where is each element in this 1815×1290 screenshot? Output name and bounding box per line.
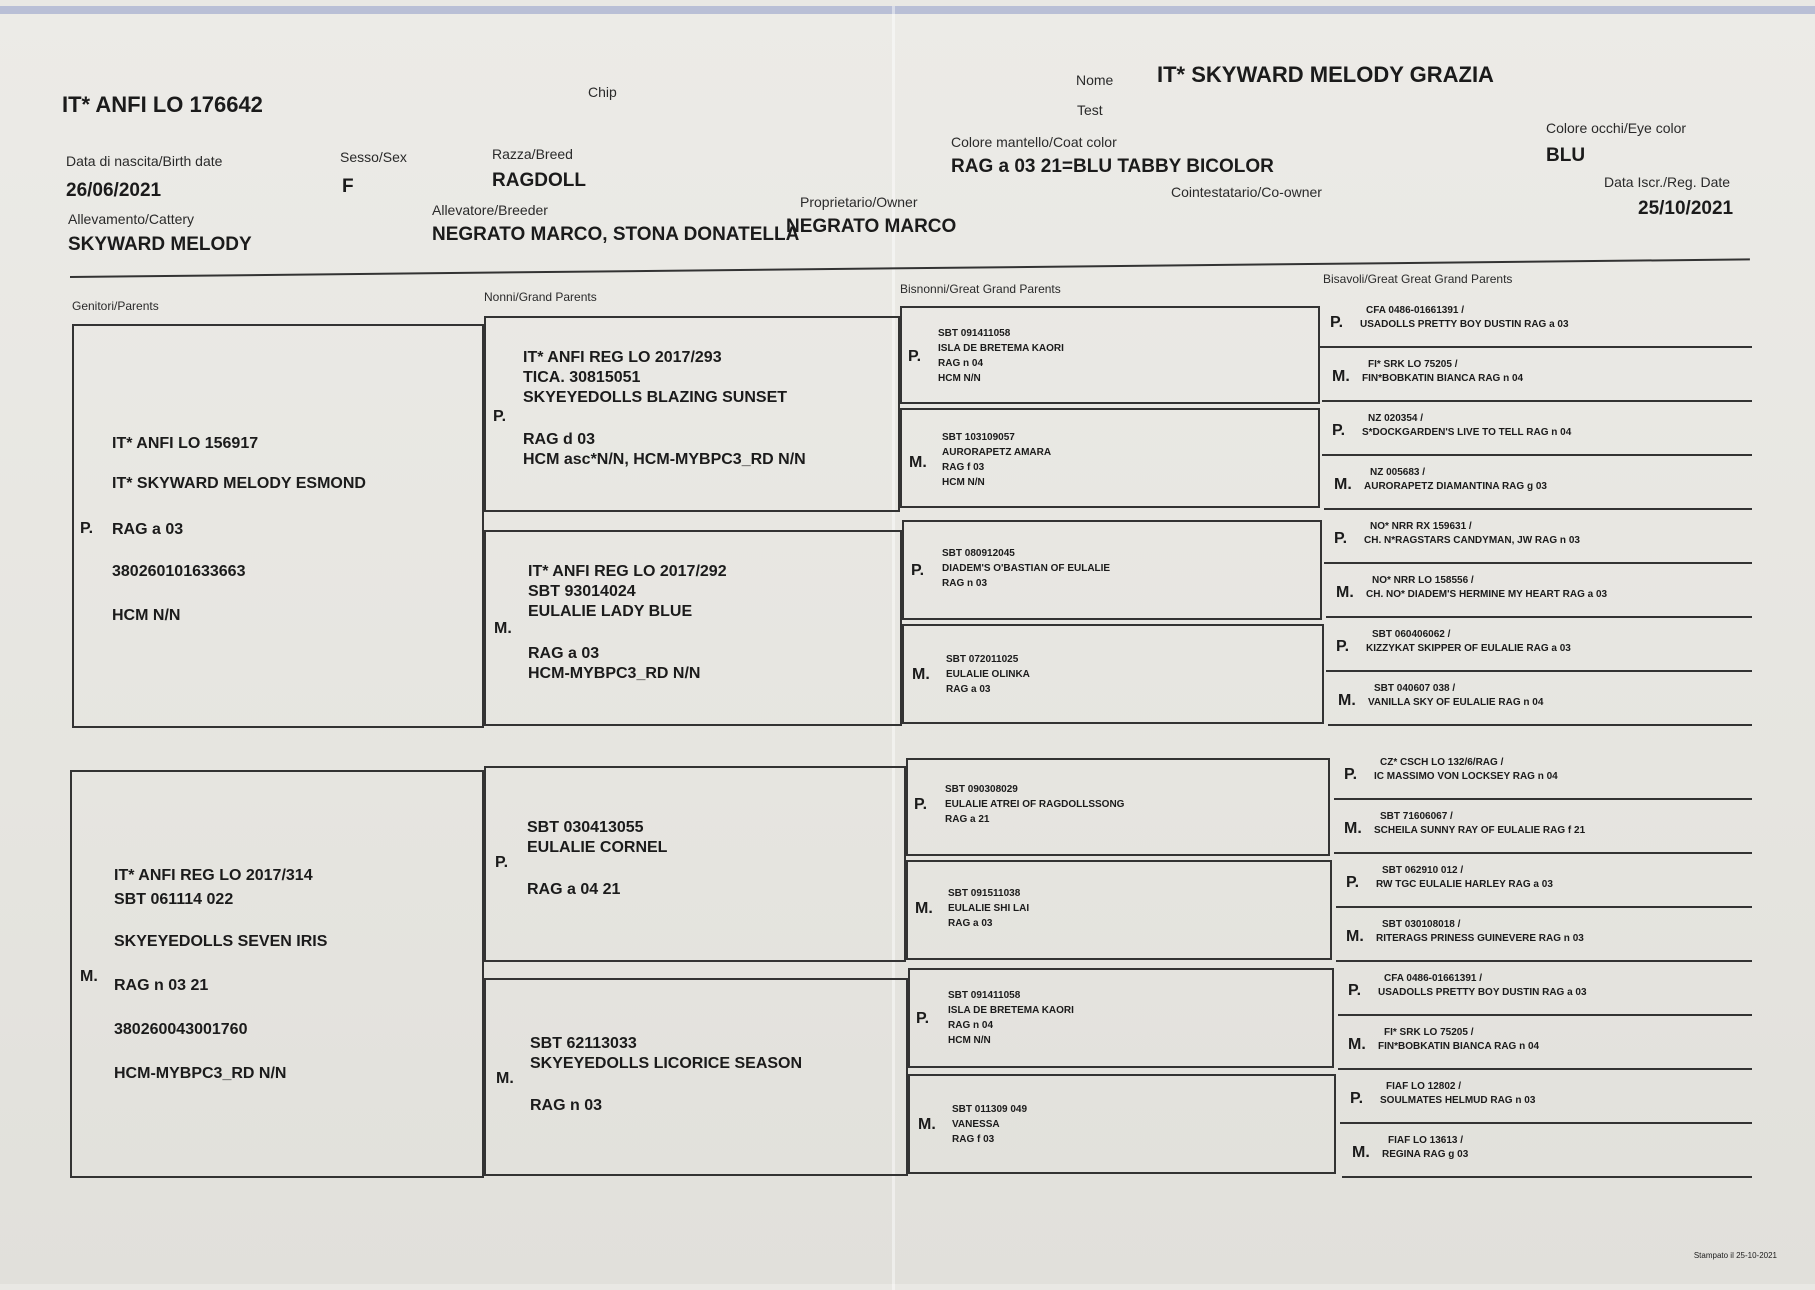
- great-grandparent-7: [948, 988, 1074, 1048]
- parent-dam-line: SBT 061114 022: [114, 891, 234, 908]
- owner-label: Proprietario/Owner: [800, 194, 918, 210]
- parent-sire-line: IT* SKYWARD MELODY ESMOND: [112, 475, 366, 492]
- gggp-name: REGINA RAG g 03: [1382, 1149, 1469, 1160]
- ggp-line: HCM N/N: [948, 1035, 991, 1046]
- gggp-pm: M.: [1336, 584, 1354, 601]
- gggp-text: [1360, 304, 1569, 332]
- ggp-line: EULALIE ATREI OF RAGDOLLSSONG: [945, 799, 1125, 810]
- gggp-reg: FI* SRK LO 75205 /: [1384, 1027, 1474, 1038]
- gggp-text: [1364, 466, 1547, 494]
- ggp-line: SBT 091511038: [948, 888, 1021, 899]
- ggp-line: SBT 090308029: [945, 784, 1018, 795]
- grandparent-line: SKYEYEDOLLS BLAZING SUNSET: [523, 389, 788, 406]
- eye-label: Colore occhi/Eye color: [1546, 120, 1687, 136]
- grandparent-line: TICA. 30815051: [523, 369, 641, 386]
- grandparent-line: RAG a 04 21: [527, 881, 621, 898]
- gggp-text: [1362, 358, 1523, 386]
- gggp-pm: P.: [1348, 982, 1362, 999]
- gggp-name: RITERAGS PRINESS GUINEVERE RAG n 03: [1376, 933, 1584, 944]
- gggp-reg: CZ* CSCH LO 132/6/RAG /: [1380, 757, 1504, 768]
- grandparent-line: IT* ANFI REG LO 2017/293: [523, 349, 722, 366]
- cattery-label: Allevamento/Cattery: [68, 211, 195, 227]
- great-grandparent-pm: P.: [911, 562, 925, 579]
- grandparent-line: SBT 93014024: [528, 583, 636, 600]
- grandparent-pm: P.: [493, 408, 507, 425]
- parent-dam-box: [70, 770, 484, 1178]
- ggp-line: SBT 072011025: [946, 654, 1019, 665]
- chip-label: Chip: [588, 84, 617, 100]
- test-label: Test: [1077, 102, 1103, 118]
- parent-dam-line: 380260043001760: [114, 1021, 248, 1038]
- grandparent-pm: P.: [495, 854, 509, 871]
- great-grandparent-pm: P.: [914, 796, 928, 813]
- gggp-reg: FIAF LO 12802 /: [1386, 1081, 1462, 1092]
- grandparent-3: [527, 818, 667, 900]
- gggp-name: CH. N*RAGSTARS CANDYMAN, JW RAG n 03: [1364, 535, 1580, 546]
- great-grandparent-pm: M.: [918, 1116, 936, 1133]
- gggp-name: CH. NO* DIADEM'S HERMINE MY HEART RAG a 03: [1366, 589, 1608, 600]
- gggp-name: VANILLA SKY OF EULALIE RAG n 04: [1368, 697, 1544, 708]
- gggp-text: [1376, 864, 1553, 892]
- gggp-cell: [1338, 964, 1752, 1016]
- parent-sire-line: RAG a 03: [112, 521, 184, 538]
- gggp-cell: [1334, 748, 1752, 800]
- registration-number: IT* ANFI LO 176642: [62, 92, 263, 117]
- coowner-label: Cointestatario/Co-owner: [1171, 184, 1322, 200]
- ggp-line: HCM N/N: [942, 477, 985, 488]
- grandparent-line: EULALIE CORNEL: [527, 839, 668, 856]
- col-parents: Genitori/Parents: [72, 299, 159, 313]
- gggp-text: [1376, 918, 1584, 946]
- great-grandparent-8: [952, 1102, 1027, 1147]
- ggp-line: SBT 091411058: [948, 990, 1021, 1001]
- ggp-line: SBT 091411058: [938, 328, 1011, 339]
- gggp-pm: M.: [1338, 692, 1356, 709]
- gggp-pm: P.: [1334, 530, 1348, 547]
- gggp-text: [1380, 1080, 1535, 1108]
- parent-sire-line: 380260101633663: [112, 563, 246, 580]
- great-grandparent-2: [942, 430, 1051, 490]
- gggp-text: [1368, 682, 1543, 710]
- gggp-name: S*DOCKGARDEN'S LIVE TO TELL RAG n 04: [1362, 427, 1572, 438]
- grandparent-line: RAG d 03: [523, 431, 596, 448]
- gggp-text: [1378, 972, 1587, 1000]
- ggp-line: SBT 103109057: [942, 432, 1015, 443]
- ggp-line: AURORAPETZ AMARA: [942, 447, 1052, 458]
- gggp-pm: M.: [1348, 1036, 1366, 1053]
- gggp-text: [1362, 412, 1571, 440]
- regdate-value: 25/10/2021: [1638, 198, 1734, 219]
- great-grandparent-5: [945, 782, 1124, 827]
- ggp-line: RAG f 03: [942, 462, 985, 473]
- gggp-reg: SBT 062910 012 /: [1382, 865, 1464, 876]
- gggp-pm: P.: [1346, 874, 1360, 891]
- great-grandparent-3: [942, 546, 1110, 591]
- great-grandparent-pm: M.: [909, 454, 927, 471]
- parent-dam-line: HCM-MYBPC3_RD N/N: [114, 1065, 287, 1082]
- gggp-pm: M.: [1346, 928, 1364, 945]
- eye-value: BLU: [1546, 145, 1586, 166]
- breeder-label: Allevatore/Breeder: [432, 202, 548, 218]
- gggp-text: [1366, 574, 1607, 602]
- gggp-text: [1378, 1026, 1539, 1054]
- gggp-pm: P.: [1330, 314, 1344, 331]
- gggp-pm: M.: [1332, 368, 1350, 385]
- gggp-pm: M.: [1344, 820, 1362, 837]
- grandparent-line: [528, 622, 727, 644]
- ggp-line: VANESSA: [952, 1119, 1000, 1130]
- parent-dam-pm: M.: [80, 968, 98, 985]
- col-great-great-grandparents: Bisavoli/Great Great Grand Parents: [1323, 272, 1513, 286]
- gggp-reg: CFA 0486-01661391 /: [1384, 973, 1483, 984]
- pedigree-sheet: [0, 6, 1815, 1284]
- ggp-line: RAG n 03: [942, 578, 988, 589]
- ggp-line: RAG f 03: [952, 1134, 995, 1145]
- ggp-line: ISLA DE BRETEMA KAORI: [948, 1005, 1074, 1016]
- gggp-name: RW TGC EULALIE HARLEY RAG a 03: [1376, 879, 1553, 890]
- breeder-value: NEGRATO MARCO, STONA DONATELLA: [432, 224, 800, 245]
- gggp-name: SCHEILA SUNNY RAY OF EULALIE RAG f 21: [1374, 825, 1586, 836]
- gggp-cell: [1336, 910, 1752, 962]
- gggp-name: IC MASSIMO VON LOCKSEY RAG n 04: [1374, 771, 1558, 782]
- ggp-line: RAG a 03: [948, 918, 993, 929]
- ggp-line: ISLA DE BRETEMA KAORI: [938, 343, 1064, 354]
- col-grandparents: Nonni/Grand Parents: [484, 290, 597, 304]
- ggp-line: HCM N/N: [938, 373, 981, 384]
- gggp-cell: [1322, 404, 1752, 456]
- scan-edge: [0, 6, 1815, 14]
- great-grandparent-1: [938, 326, 1064, 386]
- gggp-cell: [1342, 1126, 1752, 1178]
- gggp-reg: SBT 71606067 /: [1380, 811, 1453, 822]
- ggp-line: SBT 011309 049: [952, 1104, 1028, 1115]
- grandparent-line: EULALIE LADY BLUE: [528, 603, 693, 620]
- gggp-text: [1366, 628, 1571, 656]
- col-great-grandparents: Bisnonni/Great Grand Parents: [900, 282, 1061, 296]
- parent-sire-line: HCM N/N: [112, 607, 181, 624]
- gggp-name: USADOLLS PRETTY BOY DUSTIN RAG a 03: [1360, 319, 1569, 330]
- gggp-pm: P.: [1336, 638, 1350, 655]
- grandparent-pm: M.: [496, 1070, 514, 1087]
- gggp-reg: NO* NRR RX 159631 /: [1370, 521, 1472, 532]
- ggp-line: RAG a 03: [946, 684, 991, 695]
- gggp-cell: [1320, 296, 1752, 348]
- gggp-pm: P.: [1344, 766, 1358, 783]
- gggp-name: SOULMATES HELMUD RAG n 03: [1380, 1095, 1536, 1106]
- parent-dam-line: SKYEYEDOLLS SEVEN IRIS: [114, 933, 328, 950]
- gggp-reg: FI* SRK LO 75205 /: [1368, 359, 1458, 370]
- grandparent-line: RAG a 03: [528, 645, 600, 662]
- ggp-line: RAG n 04: [938, 358, 984, 369]
- ggp-line: DIADEM'S O'BASTIAN OF EULALIE: [942, 563, 1111, 574]
- gggp-pm: P.: [1350, 1090, 1364, 1107]
- parent-sire-line: IT* ANFI LO 156917: [112, 435, 259, 452]
- birth-label: Data di nascita/Birth date: [66, 153, 223, 169]
- gggp-cell: [1324, 458, 1752, 510]
- ggp-line: RAG n 04: [948, 1020, 994, 1031]
- gggp-cell: [1322, 350, 1752, 402]
- gggp-name: FIN*BOBKATIN BIANCA RAG n 04: [1362, 373, 1524, 384]
- gggp-cell: [1338, 1018, 1752, 1070]
- sex-label: Sesso/Sex: [340, 149, 407, 165]
- coat-value: RAG a 03 21=BLU TABBY BICOLOR: [951, 156, 1274, 177]
- parent-dam-line: RAG n 03 21: [114, 977, 209, 994]
- ggp-line: EULALIE SHI LAI: [948, 903, 1030, 914]
- gggp-cell: [1336, 856, 1752, 908]
- breed-label: Razza/Breed: [492, 146, 573, 162]
- grandparent-line: IT* ANFI REG LO 2017/292: [528, 563, 727, 580]
- breed-value: RAGDOLL: [492, 170, 586, 191]
- grandparent-line: [527, 858, 667, 880]
- gggp-text: [1382, 1134, 1468, 1162]
- grandparent-line: SBT 030413055: [527, 819, 644, 836]
- gggp-reg: NZ 020354 /: [1368, 413, 1424, 424]
- cat-name: IT* SKYWARD MELODY GRAZIA: [1157, 62, 1494, 87]
- gggp-name: USADOLLS PRETTY BOY DUSTIN RAG a 03: [1378, 987, 1587, 998]
- grandparent-4: [530, 1034, 802, 1116]
- gggp-text: [1374, 810, 1585, 838]
- grandparent-2: [528, 562, 727, 684]
- printed-date: Stampato il 25-10-2021: [1693, 1251, 1777, 1260]
- ggp-line: SBT 080912045: [942, 548, 1015, 559]
- gggp-cell: [1326, 566, 1752, 618]
- gggp-cell: [1328, 674, 1752, 726]
- owner-value: NEGRATO MARCO: [786, 216, 957, 237]
- cattery-value: SKYWARD MELODY: [68, 234, 252, 255]
- gggp-pm: M.: [1352, 1144, 1370, 1161]
- great-grandparent-pm: M.: [915, 900, 933, 917]
- gggp-name: KIZZYKAT SKIPPER OF EULALIE RAG a 03: [1366, 643, 1571, 654]
- ggp-line: RAG a 21: [945, 814, 990, 825]
- gggp-name: AURORAPETZ DIAMANTINA RAG g 03: [1364, 481, 1547, 492]
- sex-value: F: [342, 176, 354, 197]
- grandparent-line: SKYEYEDOLLS LICORICE SEASON: [530, 1055, 803, 1072]
- gggp-cell: [1326, 620, 1752, 672]
- grandparent-pm: M.: [494, 620, 512, 637]
- gggp-reg: NZ 005683 /: [1370, 467, 1426, 478]
- coat-label: Colore mantello/Coat color: [951, 134, 1117, 150]
- grandparent-line: [523, 408, 806, 430]
- grandparent-line: RAG n 03: [530, 1097, 603, 1114]
- birth-date: 26/06/2021: [66, 180, 162, 201]
- gggp-cell: [1334, 802, 1752, 854]
- grandparent-line: [530, 1074, 802, 1096]
- grandparent-line: HCM-MYBPC3_RD N/N: [528, 665, 701, 682]
- gggp-reg: SBT 060406062 /: [1372, 629, 1451, 640]
- gggp-reg: FIAF LO 13613 /: [1388, 1135, 1464, 1146]
- name-label: Nome: [1076, 72, 1114, 88]
- gggp-reg: NO* NRR LO 158556 /: [1372, 575, 1474, 586]
- parent-dam-line: IT* ANFI REG LO 2017/314: [114, 867, 313, 884]
- regdate-label: Data Iscr./Reg. Date: [1604, 174, 1731, 190]
- gggp-cell: [1324, 512, 1752, 564]
- gggp-text: [1364, 520, 1580, 548]
- gggp-pm: P.: [1332, 422, 1346, 439]
- great-grandparent-6: [948, 886, 1029, 931]
- grandparent-line: SBT 62113033: [530, 1035, 637, 1052]
- gggp-name: FIN*BOBKATIN BIANCA RAG n 04: [1378, 1041, 1540, 1052]
- ggp-line: EULALIE OLINKA: [946, 669, 1030, 680]
- gggp-text: [1374, 756, 1558, 784]
- great-grandparent-pm: P.: [908, 348, 922, 365]
- grandparent-line: HCM asc*N/N, HCM-MYBPC3_RD N/N: [523, 451, 806, 468]
- parent-sire-pm: P.: [80, 520, 94, 537]
- great-grandparent-pm: P.: [916, 1010, 930, 1027]
- great-grandparent-4: [946, 652, 1030, 697]
- great-grandparent-pm: M.: [912, 666, 930, 683]
- gggp-reg: CFA 0486-01661391 /: [1366, 305, 1465, 316]
- gggp-reg: SBT 030108018 /: [1382, 919, 1461, 930]
- gggp-cell: [1340, 1072, 1752, 1124]
- gggp-reg: SBT 040607 038 /: [1374, 683, 1456, 694]
- gggp-pm: M.: [1334, 476, 1352, 493]
- grandparent-1: [523, 348, 806, 470]
